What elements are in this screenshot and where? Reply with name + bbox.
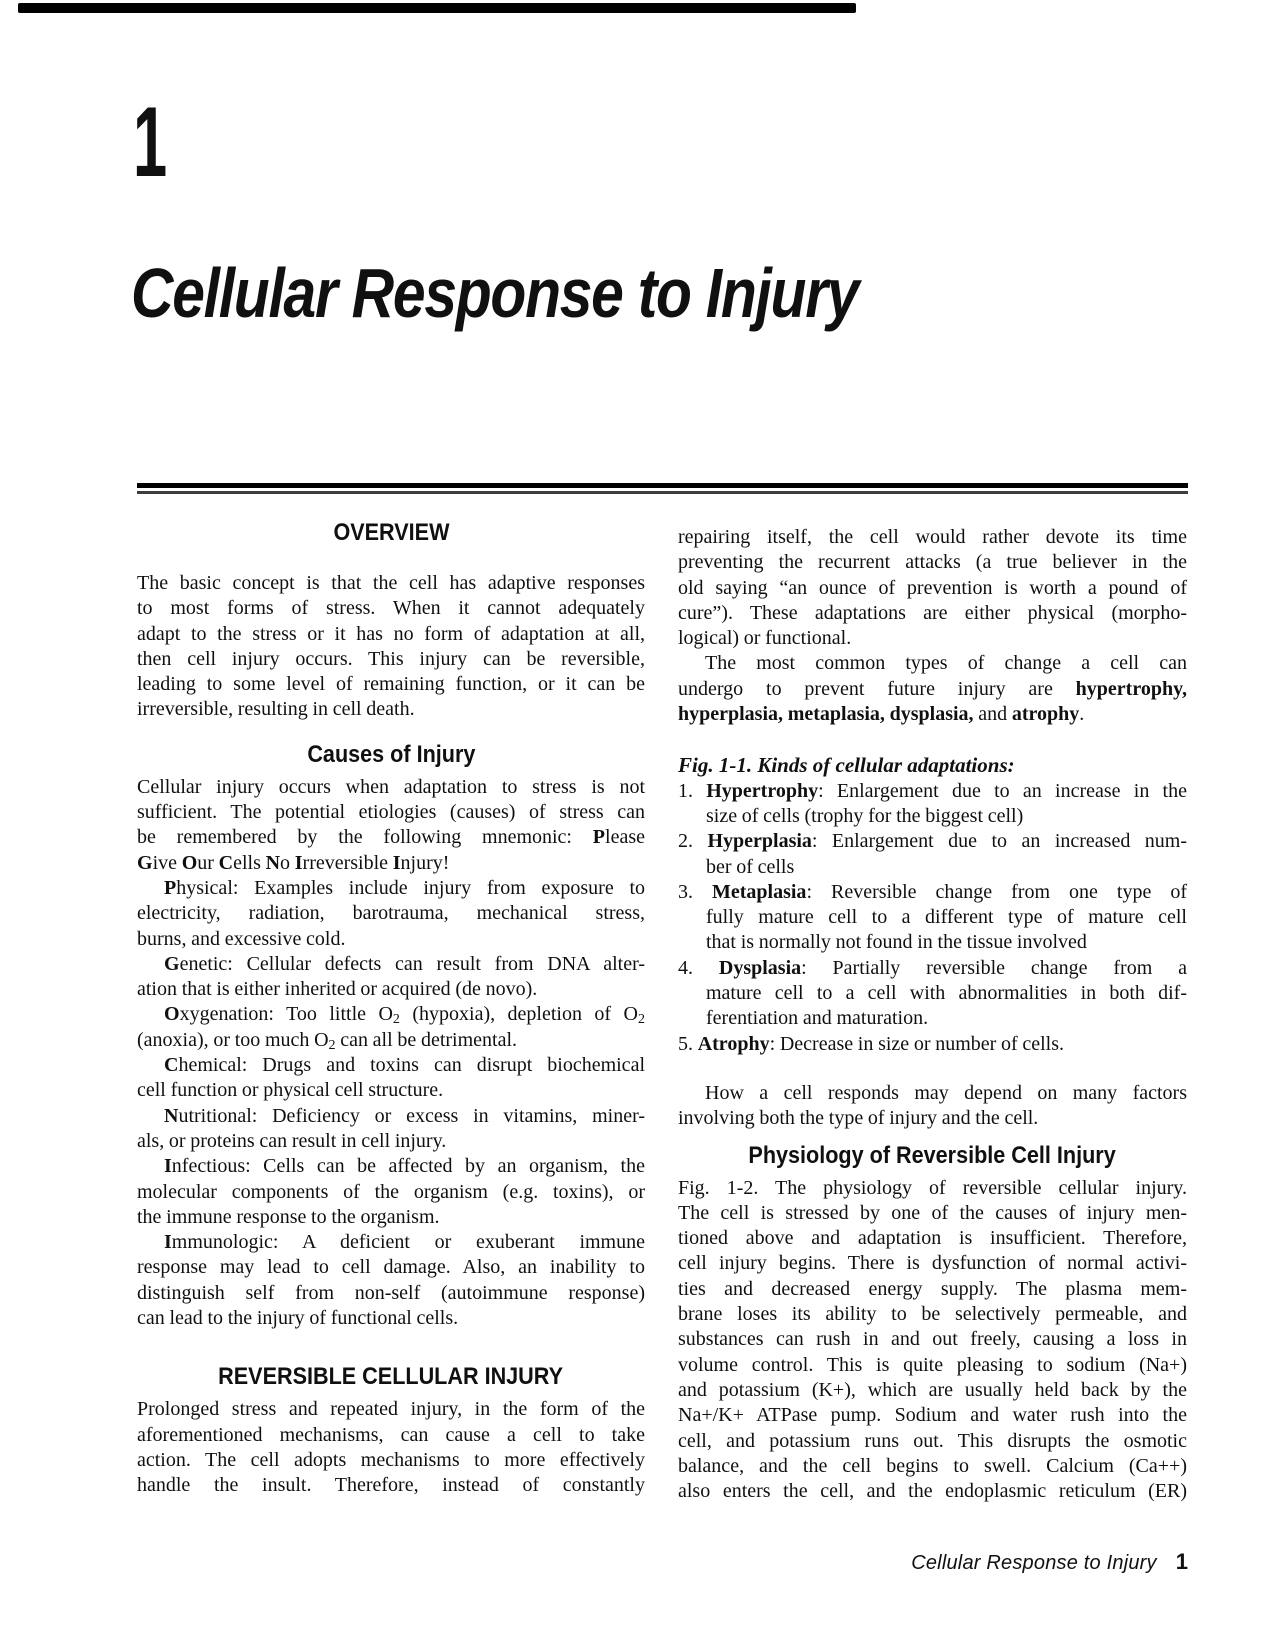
text-line: The most common types of change a cell can [705, 652, 1187, 675]
text-line: ties and decreased energy supply. The plasma mem- [678, 1277, 1187, 1300]
text-line: Cellular injury occurs when adaptation to stress is not [137, 775, 645, 798]
text-line: Physical: Examples include injury from exposure to [164, 876, 645, 899]
paragraph [678, 1081, 1187, 1132]
paragraph [137, 1154, 645, 1230]
text-line: logical) or functional. [678, 627, 852, 650]
section-heading-physiology [678, 1142, 1187, 1170]
section-heading-text: Causes of Injury [306, 740, 476, 768]
text-line: undergo to prevent future injury are hypertrophy, [678, 677, 1187, 700]
running-title: Cellular Response to Injury [911, 1552, 1157, 1574]
text-line: The basic concept is that the cell has adaptive responses [137, 572, 645, 594]
list-item [678, 956, 1187, 1032]
text-line: handle the insult. Therefore, instead of constantly [137, 1474, 645, 1497]
paragraph [137, 1230, 645, 1331]
text-line: burns, and excessive cold. [137, 927, 346, 950]
text-line: ber of cells [706, 855, 795, 878]
text-line: size of cells (trophy for the biggest cell) [706, 804, 1024, 827]
list-item [678, 829, 1187, 880]
list-item [678, 779, 1187, 830]
text-line: adapt to the stress or it has no form of adaptation at all, [137, 622, 645, 645]
paragraph [678, 651, 1187, 727]
text-line: be remembered by the following mnemonic: Please [137, 826, 645, 849]
paragraph [137, 952, 645, 1003]
paragraph [137, 571, 645, 723]
section-heading-text: OVERVIEW [332, 519, 450, 546]
text-line: distinguish self from non-self (autoimmune response) [137, 1281, 645, 1304]
figure-caption: Fig. 1-1. Kinds of cellular adaptations: [678, 753, 1015, 778]
text-line: Chemical: Drugs and toxins can disrupt biochemical [164, 1054, 645, 1077]
text-line: cell injury begins. There is dysfunction of normal activi- [678, 1252, 1187, 1275]
text-line: electricity, radiation, barotrauma, mechanical stress, [137, 902, 645, 925]
text-line: 1. Hypertrophy: Enlargement due to an increase in the [678, 779, 1187, 802]
chapter-title: Cellular Response to Injury [131, 254, 859, 332]
section-heading-causes [137, 741, 645, 769]
text-line: mature cell to a cell with abnormalities in both dif- [706, 982, 1187, 1005]
text-line: ation that is either inherited or acquired (de novo). [137, 978, 538, 1001]
text-line: hyperplasia, metaplasia, dysplasia, and atrophy. [678, 703, 1085, 726]
section-heading-reversible [137, 1363, 645, 1391]
text-line: preventing the recurrent attacks (a true believer in the [678, 551, 1187, 574]
text-line: ferentiation and maturation. [706, 1007, 929, 1030]
paragraph [678, 1176, 1187, 1505]
text-line: irreversible, resulting in cell death. [137, 698, 415, 721]
section-heading-text: REVERSIBLE CELLULAR INJURY [218, 1363, 564, 1391]
text-line: 5. Atrophy: Decrease in size or number of cells. [678, 1032, 1065, 1055]
text-line: tioned above and adaptation is insufficient. Therefore, [678, 1227, 1187, 1250]
text-line: Fig. 1-2. The physiology of reversible cellular injury. [678, 1176, 1187, 1199]
text-line: cell, and potassium runs out. This disrupts the osmotic [678, 1429, 1187, 1452]
paragraph [678, 525, 1187, 651]
text-line: Immunologic: A deficient or exuberant immune [164, 1231, 645, 1254]
section-heading-overview [137, 519, 645, 547]
paragraph [137, 1053, 645, 1104]
text-line: Nutritional: Deficiency or excess in vitamins, miner- [164, 1104, 645, 1127]
text-line: Oxygenation: Too little $O_2$ (hypoxia), depletion of $O_2$ [164, 1003, 645, 1028]
text-line: old saying “an ounce of prevention is worth a pound of [678, 576, 1187, 599]
text-line: can lead to the injury of functional cells. [137, 1307, 459, 1330]
text-line: cell function or physical cell structure. [137, 1079, 444, 1102]
paragraph [137, 775, 645, 876]
text-line: Give Our Cells No Irreversible Injury! [137, 851, 450, 874]
section-heading-text: Physiology of Reversible Cell Injury [748, 1141, 1117, 1169]
text-line: als, or proteins can result in cell injury. [137, 1129, 447, 1152]
chapter-number: 1 [133, 86, 168, 197]
text-line: also enters the cell, and the endoplasmic reticulum (ER) [678, 1480, 1187, 1503]
text-line: Prolonged stress and repeated injury, in the form of the [137, 1398, 645, 1421]
text-line: response may lead to cell damage. Also, an inability to [137, 1256, 645, 1279]
scan-artifact-bar [18, 3, 856, 13]
text-line: action. The cell adopts mechanisms to more effectively [137, 1448, 645, 1471]
text-line: substances can rush in and out freely, causing a loss in [678, 1328, 1187, 1351]
section-divider-rule [137, 483, 1188, 494]
text-line: balance, and the cell begins to swell. Calcium (Ca++) [678, 1454, 1187, 1477]
text-line: (anoxia), or too much $O_2$ can all be detrimental. [137, 1028, 518, 1053]
text-line: brane loses its ability to be selectively permeable, and [678, 1303, 1187, 1326]
column-right [678, 505, 1187, 1504]
text-line: Infectious: Cells can be affected by an organism, the [164, 1155, 645, 1178]
text-line: fully mature cell to a different type of mature cell [706, 906, 1187, 929]
text-line: Na+/K+ ATPase pump. Sodium and water rush into the [678, 1404, 1187, 1427]
text-line: sufficient. The potential etiologies (causes) of stress can [137, 801, 645, 824]
text-line: 4. Dysplasia: Partially reversible change from a [678, 956, 1187, 979]
text-line: 3. Metaplasia: Reversible change from one type of [678, 880, 1187, 903]
column-left [137, 505, 645, 1499]
list-item [678, 880, 1187, 956]
text-line: the immune response to the organism. [137, 1205, 440, 1228]
text-line: that is normally not found in the tissue involved [706, 931, 1087, 954]
text-line: cure”). These adaptations are either physical (morpho- [678, 601, 1187, 624]
adaptations-list [678, 779, 1187, 1057]
text-line: How a cell responds may depend on many factors [705, 1081, 1187, 1104]
text-line: molecular components of the organism (e.g. toxins), or [137, 1180, 645, 1203]
paragraph [137, 1397, 645, 1498]
paragraph [137, 1104, 645, 1155]
text-line: involving both the type of injury and the cell. [678, 1107, 1039, 1130]
text-line: volume control. This is quite pleasing to sodium (Na+) [678, 1353, 1187, 1376]
text-line: repairing itself, the cell would rather devote its time [678, 526, 1187, 548]
text-line: leading to some level of remaining function, or it can be [137, 673, 645, 696]
page-footer [911, 1549, 1188, 1575]
text-line: The cell is stressed by one of the causes of injury men- [678, 1201, 1187, 1224]
paragraph [137, 1002, 645, 1053]
text-line: Genetic: Cellular defects can result from DNA alter- [164, 952, 645, 975]
text-line: and potassium (K+), which are usually held back by the [678, 1378, 1187, 1401]
text-line: then cell injury occurs. This injury can be reversible, [137, 647, 645, 670]
text-line: 2. Hyperplasia: Enlargement due to an increased num- [678, 830, 1188, 853]
paragraph [137, 876, 645, 952]
list-item [678, 1032, 1187, 1057]
text-line: aforementioned mechanisms, can cause a cell to take [137, 1423, 645, 1446]
text-line: to most forms of stress. When it cannot adequately [137, 597, 645, 620]
page-number: 1 [1175, 1549, 1188, 1574]
